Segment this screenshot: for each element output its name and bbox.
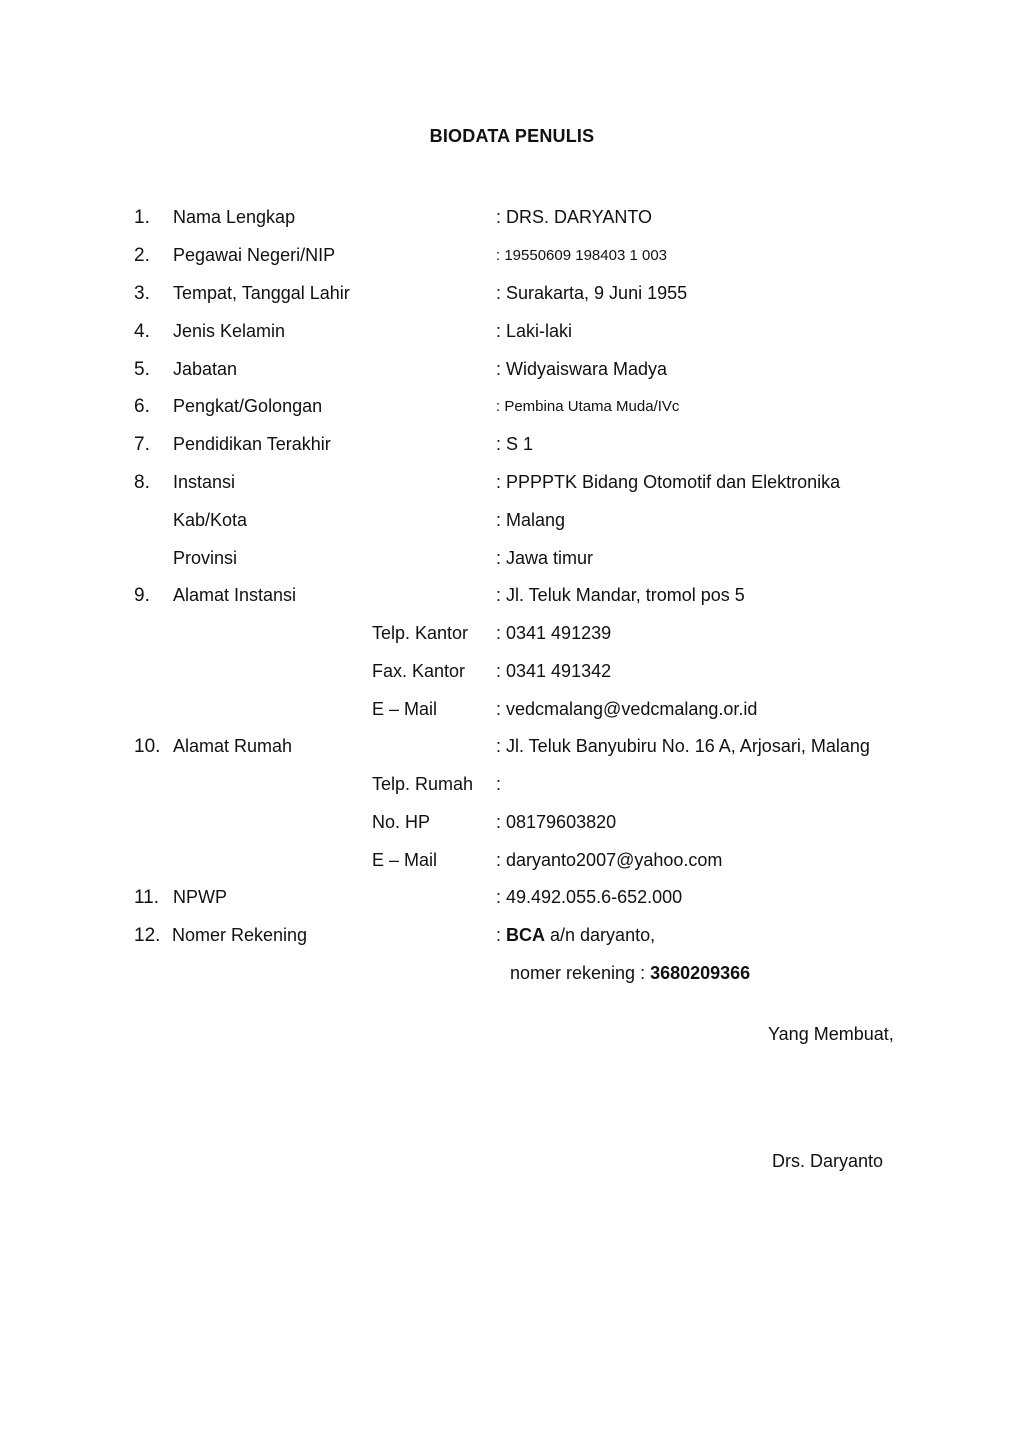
row-value: : vedcmalang@vedcmalang.or.id: [496, 699, 758, 719]
row-number: 8.: [134, 472, 150, 493]
row-value: : DRS. DARYANTO: [496, 207, 653, 227]
row-label: Kab/Kota: [173, 510, 248, 530]
row-sublabel: E – Mail: [372, 850, 438, 870]
row-pendidikan: [0, 434, 1024, 460]
row-label: Jabatan: [173, 359, 238, 379]
row-number: 6.: [134, 396, 150, 417]
row-number: 10.: [134, 736, 161, 757]
row-value: [510, 963, 750, 984]
row-value: : 49.492.055.6-652.000: [496, 887, 683, 907]
row-golongan: [0, 396, 1024, 422]
row-alamat-rumah: [0, 736, 1024, 762]
row-value: :: [496, 774, 502, 794]
row-label: Provinsi: [173, 548, 238, 568]
row-number: 7.: [134, 434, 150, 455]
row-number: 2.: [134, 245, 150, 266]
row-value: : daryanto2007@yahoo.com: [496, 850, 723, 870]
row-number: 11.: [134, 887, 160, 908]
row-value: : 19550609 198403 1 003: [496, 247, 667, 264]
row-number: 4.: [134, 321, 150, 342]
row-value: : 0341 491342: [496, 661, 612, 681]
row-sublabel: Telp. Rumah: [372, 774, 474, 794]
row-value: : PPPPTK Bidang Otomotif dan Elektronika: [496, 472, 841, 492]
closing-text: Yang Membuat,: [768, 1024, 894, 1044]
row-value: : 08179603820: [496, 812, 617, 832]
row-value: : 0341 491239: [496, 623, 612, 643]
row-telp-rumah: [0, 774, 1024, 800]
row-value: : Jl. Teluk Banyubiru No. 16 A, Arjosari, Malang: [496, 736, 870, 756]
row-label: Alamat Instansi: [173, 585, 297, 605]
row-kab-kota: [0, 510, 1024, 536]
account-label: nomer rekening :: [510, 963, 651, 983]
row-no-hp: [0, 812, 1024, 838]
row-label: NPWP: [173, 887, 227, 907]
row-number: 1.: [134, 207, 150, 228]
row-sublabel: Fax. Kantor: [372, 661, 466, 681]
row-nama-lengkap: [0, 207, 1024, 233]
row-value: : Jl. Teluk Mandar, tromol pos 5: [496, 585, 745, 605]
rekening-colon: :: [496, 925, 507, 945]
row-nomer-rekening: [0, 963, 1024, 989]
row-value: : Malang: [496, 510, 566, 530]
row-number: 3.: [134, 283, 150, 304]
row-label: Pengkat/Golongan: [173, 396, 323, 416]
row-nip: [0, 245, 1024, 271]
row-ttl: [0, 283, 1024, 309]
row-label: Nomer Rekening: [172, 925, 308, 945]
row-email-kantor: [0, 699, 1024, 725]
row-number: 5.: [134, 359, 150, 380]
row-sublabel: Telp. Kantor: [372, 623, 469, 643]
row-label: Pegawai Negeri/NIP: [173, 245, 336, 265]
row-alamat-instansi: [0, 585, 1024, 611]
row-value: : Widyaiswara Madya: [496, 359, 668, 379]
row-label: Alamat Rumah: [173, 736, 293, 756]
row-value: : Laki-laki: [496, 321, 573, 341]
row-jabatan: [0, 359, 1024, 385]
row-fax-kantor: [0, 661, 1024, 687]
row-jenis-kelamin: [0, 321, 1024, 347]
row-label: Pendidikan Terakhir: [173, 434, 331, 454]
row-provinsi: [0, 548, 1024, 574]
row-value: : S 1: [496, 434, 534, 454]
row-sublabel: E – Mail: [372, 699, 438, 719]
row-value: : Pembina Utama Muda/IVc: [496, 398, 680, 415]
row-npwp: [0, 887, 1024, 913]
row-sublabel: No. HP: [372, 812, 431, 832]
rekening-holder: a/n daryanto,: [545, 925, 656, 945]
row-value: : Surakarta, 9 Juni 1955: [496, 283, 688, 303]
row-rekening: [0, 925, 1024, 951]
row-label: Nama Lengkap: [173, 207, 296, 227]
row-value: : Jawa timur: [496, 548, 594, 568]
row-label: Instansi: [173, 472, 236, 492]
row-label: Tempat, Tanggal Lahir: [173, 283, 350, 303]
signer-name: Drs. Daryanto: [772, 1151, 884, 1171]
row-telp-kantor: [0, 623, 1024, 649]
row-email-rumah: [0, 850, 1024, 876]
account-number: 3680209366: [650, 963, 751, 983]
row-value: [496, 925, 655, 946]
row-number: 12.: [134, 925, 161, 946]
rekening-bank: BCA: [506, 925, 546, 945]
row-instansi: [0, 472, 1024, 498]
row-number: 9.: [134, 585, 150, 606]
row-label: Jenis Kelamin: [173, 321, 286, 341]
page-title: BIODATA PENULIS: [429, 126, 595, 146]
